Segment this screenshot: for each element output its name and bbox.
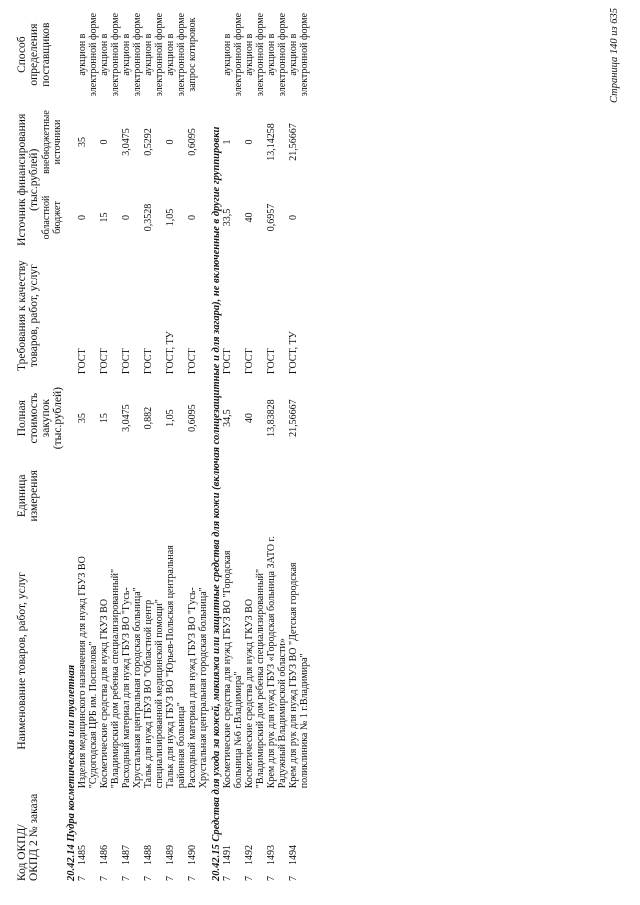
row-method: аукцион в электронной форме (165, 12, 187, 97)
row-fin-regional: 0 (121, 215, 132, 221)
row-code-cell (121, 790, 143, 883)
row-method: аукцион в электронной форме (222, 12, 244, 97)
row-requirements: ГОСТ (222, 348, 233, 375)
row-name: Косметические средства для нужд ГБУЗ ВО "Городская больница №6 г.Владимира" (222, 550, 244, 789)
row-fin-regional: 1,05 (165, 208, 176, 227)
row-fin-regional: 0,3528 (143, 203, 154, 232)
row-prefix: 7 (266, 876, 277, 881)
row-number: 1491 (222, 845, 233, 865)
row-requirements: ГОСТ (187, 348, 198, 375)
table-row (222, 5, 244, 883)
row-unit (77, 460, 99, 531)
row-prefix: 7 (165, 876, 176, 881)
row-fin-regional: 0 (187, 215, 198, 221)
row-prefix: 7 (288, 876, 299, 881)
row-cost: 3,0475 (121, 404, 132, 432)
row-cost: 0,6095 (187, 404, 198, 432)
row-fin-regional: 40 (244, 212, 255, 223)
row-fin-extra: 0,6095 (187, 128, 198, 156)
row-unit (187, 460, 209, 531)
row-number: 1492 (244, 845, 255, 865)
row-fin-extra: 21,56667 (288, 123, 299, 161)
row-method: аукцион в электронной форме (99, 12, 121, 97)
table-row (266, 5, 288, 883)
row-unit (99, 460, 121, 531)
table-body (64, 5, 310, 883)
row-method: аукцион в электронной форме (121, 12, 143, 97)
row-name: Крем для рук для нужд ГБУЗ ВО "Детская городская поликлиника № 1 г.Владимира" (288, 562, 310, 789)
procurement-table (14, 5, 310, 883)
row-requirements: ГОСТ (266, 348, 277, 375)
row-cost: 40 (244, 413, 255, 424)
row-cost: 0,882 (143, 406, 154, 430)
section-heading-row (209, 5, 222, 883)
row-fin-extra: 0 (165, 139, 176, 145)
row-number: 1487 (121, 845, 132, 865)
header-method: Способ определения поставщиков (16, 22, 52, 87)
row-fin-regional: 33,5 (222, 208, 233, 227)
page-footer: Страница 140 из 635 (609, 8, 620, 104)
row-requirements: ГОСТ (99, 348, 110, 375)
row-requirements: ГОСТ (77, 348, 88, 375)
row-cost: 15 (99, 413, 110, 424)
row-unit (143, 460, 165, 531)
table-row (77, 5, 99, 883)
row-number: 1486 (99, 845, 110, 865)
section-title: 20.42.14 Пудра косметическая или туалетная (66, 664, 77, 881)
row-code-cell (187, 790, 209, 883)
table-row (288, 5, 310, 883)
row-fin-extra: 35 (77, 137, 88, 148)
row-prefix: 7 (143, 876, 154, 881)
row-number: 1485 (77, 845, 88, 865)
section-heading-row (64, 5, 77, 883)
table-row (99, 5, 121, 883)
row-code-cell (222, 790, 244, 883)
row-code-cell (244, 790, 266, 883)
row-method: аукцион в электронной форме (244, 12, 266, 97)
row-fin-extra: 3,0475 (121, 128, 132, 156)
row-unit (288, 460, 310, 531)
header-cost: Полная стоимость закупок (тыс.рублей) (16, 387, 64, 450)
row-number: 1488 (143, 845, 154, 865)
row-code-cell (77, 790, 99, 883)
row-code-cell (165, 790, 187, 883)
row-method: аукцион в электронной форме (288, 12, 310, 97)
row-requirements: ГОСТ (143, 348, 154, 375)
row-prefix: 7 (99, 876, 110, 881)
row-fin-regional: 0,6957 (266, 203, 277, 232)
row-method: запрос котировок (187, 17, 198, 92)
header-name: Наименование товаров, работ, услуг (16, 572, 28, 750)
row-prefix: 7 (244, 876, 255, 881)
table-row (121, 5, 143, 883)
row-fin-extra: 13,14258 (266, 123, 277, 161)
row-prefix: 7 (77, 876, 88, 881)
row-requirements: ГОСТ, ТУ (165, 331, 176, 375)
row-cost: 21,56667 (288, 399, 299, 437)
row-number: 1493 (266, 845, 277, 865)
row-name: Крем для рук для нужд ГБУЗ «Городская больница ЗАТО г. Радужный Владимирской области» (266, 535, 288, 789)
row-method: аукцион в электронной форме (143, 12, 165, 97)
row-name: Косметические средства для нужд ГКУЗ ВО "Владимирский дом ребенка специализированный" (99, 568, 121, 789)
row-fin-extra: 0 (244, 139, 255, 145)
row-name: Изделия медицинского назначения для нужд ГБУЗ ВО "Судогодская ЦРБ им. Поспелова" (77, 556, 99, 789)
row-code-cell (288, 790, 310, 883)
row-unit (266, 460, 288, 531)
row-cost: 13,83828 (266, 399, 277, 437)
header-fin-extra: внебюджетные источники (41, 110, 64, 174)
row-unit (165, 460, 187, 531)
row-method: аукцион в электронной форме (77, 12, 99, 97)
row-code-cell (266, 790, 288, 883)
header-row (14, 5, 41, 883)
table-row (143, 5, 165, 883)
table-row (165, 5, 187, 883)
row-name: Расходный материал для нужд ГБУЗ ВО "Гусь-Хрустальная центральная городская больница" (187, 587, 209, 789)
header-fin-regional: областной бюджет (41, 195, 64, 240)
row-fin-regional: 15 (99, 212, 110, 223)
row-method: аукцион в электронной форме (266, 12, 288, 97)
row-fin-extra: 1 (222, 139, 233, 145)
row-prefix: 7 (121, 876, 132, 881)
row-number: 1490 (187, 845, 198, 865)
row-unit (121, 460, 143, 531)
row-unit (222, 460, 244, 531)
row-requirements: ГОСТ, ТУ (288, 331, 299, 375)
row-unit (244, 460, 266, 531)
header-code: Код ОКПД/ ОКПД 2 № заказа (16, 793, 40, 881)
row-requirements: ГОСТ (244, 348, 255, 375)
row-name: Косметические средства для нужд ГКУЗ ВО "Владимирский дом ребенка специализированный" (244, 568, 266, 789)
row-requirements: ГОСТ (121, 348, 132, 375)
header-requirements: Требования к качеству товаров, работ, услуг (16, 260, 40, 371)
row-cost: 34,5 (222, 409, 233, 427)
header-unit: Единица измерения (16, 470, 40, 522)
row-fin-regional: 0 (288, 215, 299, 221)
section-title: 20.42.15 Средства для ухода за кожей, макияжа или защитные средства для кожи (включая солнцезащитные и для загара), не включенные в другие группировки (211, 126, 222, 881)
row-fin-extra: 0 (99, 139, 110, 145)
table-row (187, 5, 209, 883)
row-code-cell (143, 790, 165, 883)
row-prefix: 7 (187, 876, 198, 881)
row-code-cell (99, 790, 121, 883)
table-row (244, 5, 266, 883)
row-prefix: 7 (222, 876, 233, 881)
row-number: 1489 (165, 845, 176, 865)
row-number: 1494 (288, 845, 299, 865)
row-name: Тальк для нужд ГБУЗ ВО "Областной центр специализированной медицинской помощи" (143, 599, 165, 789)
header-financing: Источник финансирования (тыс.рублей) (16, 113, 40, 246)
row-fin-extra: 0,5292 (143, 128, 154, 156)
row-fin-regional: 0 (77, 215, 88, 221)
row-cost: 35 (77, 413, 88, 424)
row-name: Тальк для нужд ГБУЗ ВО "Юрьев-Польская центральная районная больница" (165, 545, 187, 789)
row-cost: 1,05 (165, 409, 176, 427)
row-name: Расходный материал для нужд ГБУЗ ВО "Гусь-Хрустальная центральная городская больница" (121, 587, 143, 789)
